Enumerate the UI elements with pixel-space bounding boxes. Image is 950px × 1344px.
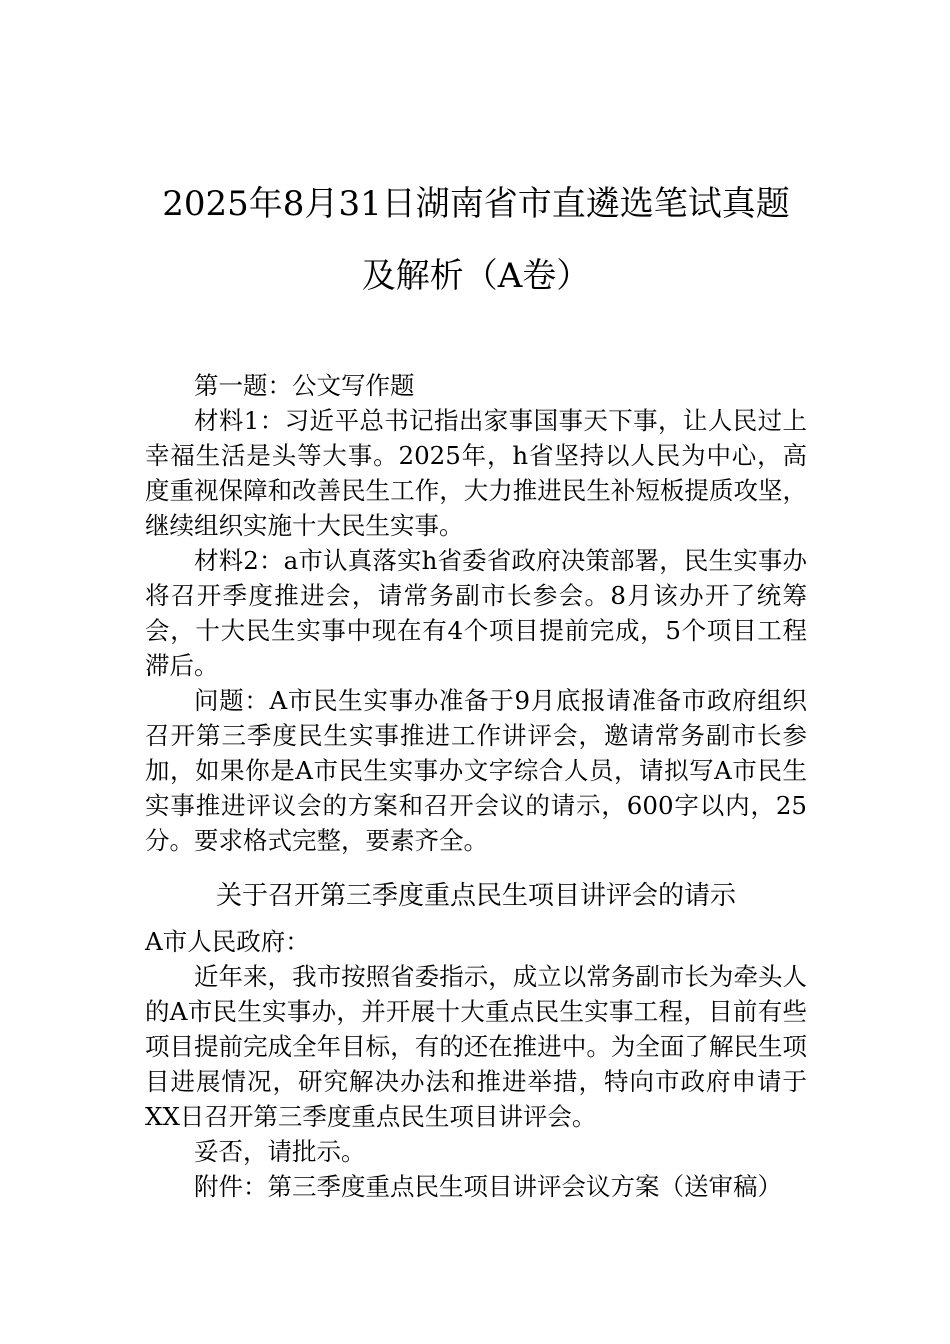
request-closing: 妥否，请批示。 <box>194 1137 366 1166</box>
request-salutation: A市人民政府： <box>145 927 310 956</box>
material-2-paragraph: 材料2：a市认真落实h省委省政府决策部署，民生实事办将召开季度推进会，请常务副市长参会。8月该办开了统筹会，十大民生实事中现在有4个项目提前完成，5个项目工程滞后。 <box>145 546 807 680</box>
request-attachment: 附件：第三季度重点民生项目讲评会议方案（送审稿） <box>194 1172 782 1201</box>
material-1-paragraph: 材料1：习近平总书记指出家事国事天下事，让人民过上幸福生活是头等大事。2025年，h省坚持以人民为中心，高度重视保障和改善民生工作，大力推进民生补短板提质攻坚，继续组织实施十大民生实事。 <box>145 406 807 540</box>
request-body-paragraph: 近年来，我市按照省委指示，成立以常务副市长为牵头人的A市民生实事办，并开展十大重点民生实事工程，目前有些项目提前完成全年目标，有的还在推进中。为全面了解民生项目进展情况，研究解决办法和推进举措，特向市政府申请于XX日召开第三季度重点民生项目讲评会。 <box>145 962 807 1131</box>
document-page <box>145 172 807 1204</box>
question-paragraph: 问题：A市民生实事办准备于9月底报请准备市政府组织召开第三季度民生实事推进工作讲评会，邀请常务副市长参加，如果你是A市民生实事办文字综合人员，请拟写A市民生实事推进评议会的方案和召开会议的请示，600字以内，25分。要求格式完整，要素齐全。 <box>145 686 807 855</box>
document-body <box>145 368 807 1204</box>
document-title-line-2: 及解析（A卷） <box>361 256 591 296</box>
question-heading: 第一题：公文写作题 <box>194 371 415 400</box>
request-title: 关于召开第三季度重点民生项目讲评会的请示 <box>215 881 736 911</box>
document-title-line-1: 2025年8月31日湖南省市直遴选笔试真题 <box>162 184 790 224</box>
